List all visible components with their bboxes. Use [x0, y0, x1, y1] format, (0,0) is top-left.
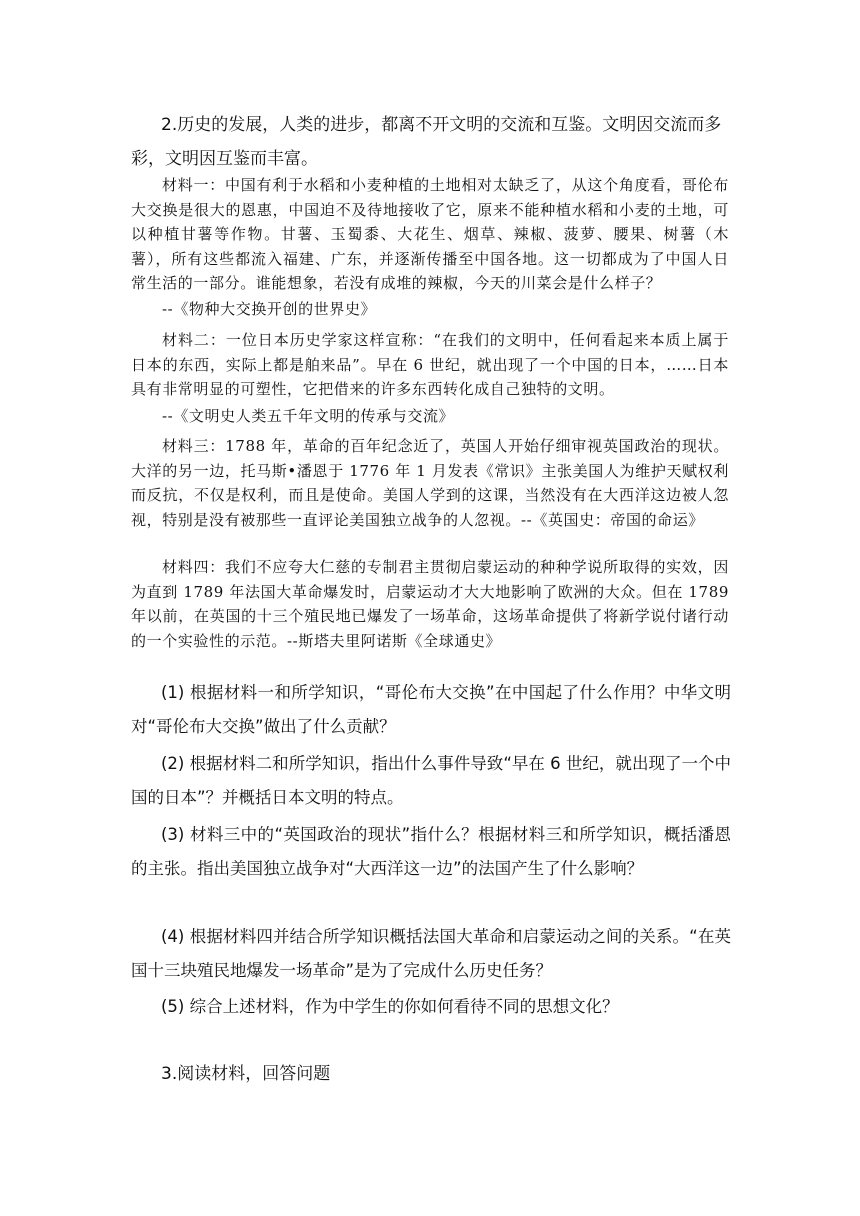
sub-question-4: (4) 根据材料四并结合所学知识概括法国大革命和启蒙运动之间的关系。“在英国十三块殖民地爆发一场革命”是为了完成什么历史任务？: [131, 927, 731, 980]
question-2-intro: 2.历史的发展，人类的进步，都离不开文明的交流和互鉴。文明因交流而多彩，文明因互鉴而丰富。: [131, 115, 722, 169]
sub-question-3: (3) 材料三中的“英国政治的现状”指什么？根据材料三和所学知识，概括潘恩的主张。指出美国独立战争对“大西洋这一边”的法国产生了什么影响？: [131, 825, 731, 878]
sub-question-5: (5) 综合上述材料，作为中学生的你如何看待不同的思想文化？: [161, 997, 619, 1016]
question-3-title: 3.阅读材料，回答问题: [161, 1064, 331, 1084]
material-3-text: 材料三：1788 年，革命的百年纪念近了，英国人开始仔细审视英国政治的现状。大洋的另一边，托马斯•潘恩于 1776 年 1 月发表《常识》主张美国人为维护天赋权利而反抗，不仅是权利，而且是使命。美国人学到的这课，当然没有在大西洋这边被人忽视，特别是没有被那些一直评论美国独立战争的人忽视。--《英国史：帝国的命运》: [131, 437, 729, 529]
material-1-text: 材料一：中国有利于水稻和小麦种植的土地相对太缺乏了，从这个角度看，哥伦布大交换是很大的恩惠，中国迫不及待地接收了它，原来不能种植水稻和小麦的土地，可以种植甘薯等作物。甘薯、玉蜀黍、大花生、烟草、辣椒、菠萝、腰果、树薯（木薯），所有这些都流入福建、广东，并逐渐传播至中国各地。这一切都成为了中国人日常生活的一部分。谁能想象，若没有成堆的辣椒，今天的川菜会是什么样子？: [131, 176, 729, 292]
material-2-source: --《文明史人类五千年文明的传承与交流》: [162, 407, 455, 425]
sub-question-1: (1) 根据材料一和所学知识，“哥伦布大交换”在中国起了什么作用？中华文明对“哥伦布大交换”做出了什么贡献？: [131, 683, 731, 736]
sub-question-2: (2) 根据材料二和所学知识，指出什么事件导致“早在 6 世纪，就出现了一个中国的日本”？并概括日本文明的特点。: [131, 754, 731, 807]
material-2-text: 材料二：一位日本历史学家这样宣称：“在我们的文明中，任何看起来本质上属于日本的东西，实际上都是舶来品”。早在 6 世纪，就出现了一个中国的日本，……日本具有非常明显的可塑性，它把借来的许多东西转化成自己独特的文明。: [131, 331, 729, 398]
material-1-source: --《物种大交换开创的世界史》: [162, 300, 377, 318]
material-4-text: 材料四：我们不应夸大仁慈的专制君主贯彻启蒙运动的种种学说所取得的实效，因为直到 1789 年法国大革命爆发时，启蒙运动才大大地影响了欧洲的大众。但在 1789 年以前，在英国的十三个殖民地已爆发了一场革命，这场革命提供了将新学说付诸行动的一个实验性的示范。--斯塔夫里阿诺斯《全球通史》: [131, 558, 729, 650]
